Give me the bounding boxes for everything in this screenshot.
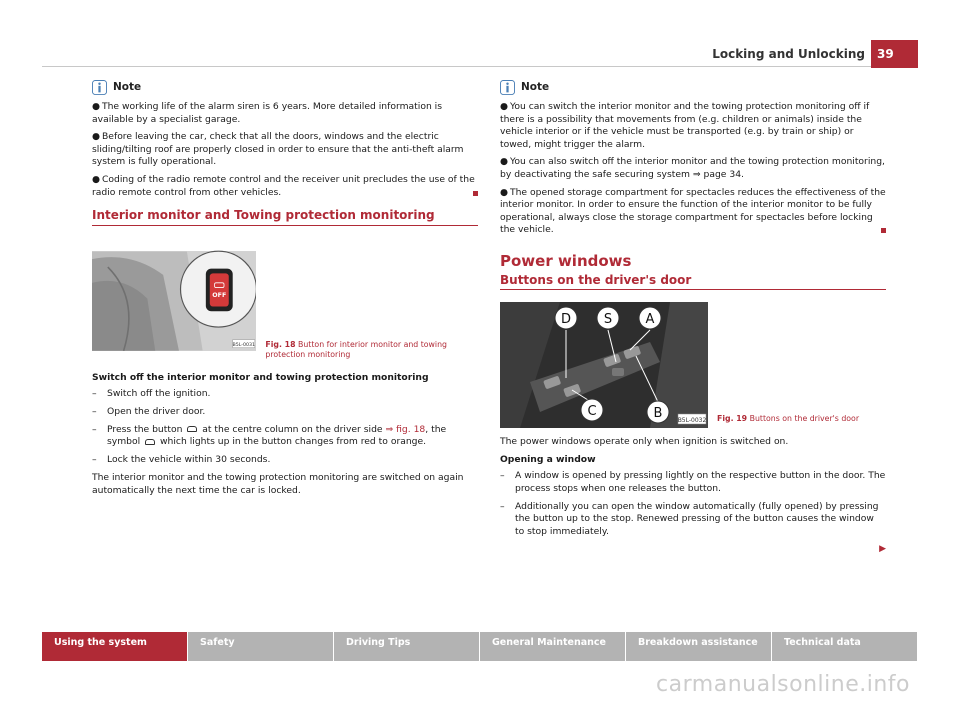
label-d: D [560,312,572,328]
tab-driving-tips[interactable]: Driving Tips [334,632,479,661]
chapter-heading: Power windows [500,251,632,270]
note-item: ● The opened storage compartment for spectacles reduces the effectiveness of the interior monitor. In order to ensure the function of the interior monitor to be fully operational, always close the storage compartment for spectacles before locking the vehicle. [500,186,886,236]
interior-monitor-button-image [92,238,256,364]
figure-18 [92,238,478,364]
label-c: C [587,404,597,420]
chapter-title: Locking and Unlocking [712,47,865,61]
car-alarm-icon [187,426,197,432]
label-s: S [603,312,613,328]
page-number: 39 [871,40,918,68]
window-buttons-image [500,302,708,428]
figure-code: B5L-0031 [232,342,256,348]
note-item: ● You can also switch off the interior monitor and the towing protection monitoring, by deactivating the safe securing system ⇒ page 34. [500,156,885,180]
off-label: OFF [212,291,227,299]
info-icon [92,80,107,95]
header-rule [42,66,918,67]
tab-breakdown-assistance[interactable]: Breakdown assistance [626,632,771,661]
step-item: – Open the driver door. [92,405,206,417]
step-item: – Lock the vehicle within 30 seconds. [92,453,271,465]
figure-caption: Fig. 19 Buttons on the driver's door [717,414,860,424]
step-item: – A window is opened by pressing lightly on the respective button in the door. The process stops when one releases the button. [500,470,886,494]
procedure-title: Switch off the interior monitor and towing protection monitoring [92,371,429,383]
end-marker [473,191,478,196]
info-icon [500,80,515,95]
section-heading: Interior monitor and Towing protection monitoring [92,209,478,226]
figure-link[interactable]: ⇒ fig. 18 [385,423,426,435]
left-column [92,80,478,503]
right-column [500,80,886,556]
step-item: – Additionally you can open the window automatically (fully opened) by pressing the button up to the stop. Renewed pressing of the button causes the window to stop immediately. [500,500,879,537]
tab-using-the-system[interactable]: Using the system [42,632,187,661]
figure-19 [500,302,886,428]
note-title: Note [113,81,142,94]
step-item: – Press the button at the centre column on the driver side ⇒ fig. 18, the symbol which lights up in the button changes from red to orange. [92,423,447,448]
note-heading [92,80,478,95]
section-heading: Buttons on the driver's door [500,274,886,291]
procedure-title: Opening a window [500,453,596,465]
figure-caption: Fig. 18 Button for interior monitor and towing protection monitoring [265,339,447,359]
note-item: ● You can switch the interior monitor and the towing protection monitoring off if there is a possibility that movements from (e.g. children or animals) inside the vehicle interior or if the vehicle must be transported (e.g. by train or ship) or towed, might trigger the alarm. [500,101,870,150]
watermark: carmanualsonline.info [656,672,910,697]
continue-arrow-icon: ▶ [879,544,886,555]
tab-technical-data[interactable]: Technical data [772,632,917,661]
label-a: A [645,312,655,328]
note-item: ● Coding of the radio remote control and the receiver unit precludes the use of the radio remote control from other vehicles. [92,174,478,199]
note-item: ● Before leaving the car, check that all the doors, windows and the electric sliding/tilting roof are properly closed in order to ensure that the anti-theft alarm system is fully operational. [92,131,464,168]
closing-paragraph: The interior monitor and the towing protection monitoring are switched on again automatically the next time the car is locked. [92,472,464,496]
tab-safety[interactable]: Safety [188,632,333,661]
intro-paragraph: The power windows operate only when ignition is switched on. [500,436,789,448]
footer-nav [42,632,918,661]
note-item: ● The working life of the alarm siren is 6 years. More detailed information is available by a specialist garage. [92,101,443,125]
end-marker [881,228,886,233]
tab-general-maintenance[interactable]: General Maintenance [480,632,625,661]
step-item: – Switch off the ignition. [92,388,211,400]
figure-code: B5L-0032 [677,417,707,425]
note-title: Note [521,81,550,94]
label-b: B [653,406,663,422]
car-alarm-icon [145,439,155,445]
note-heading [500,80,886,95]
